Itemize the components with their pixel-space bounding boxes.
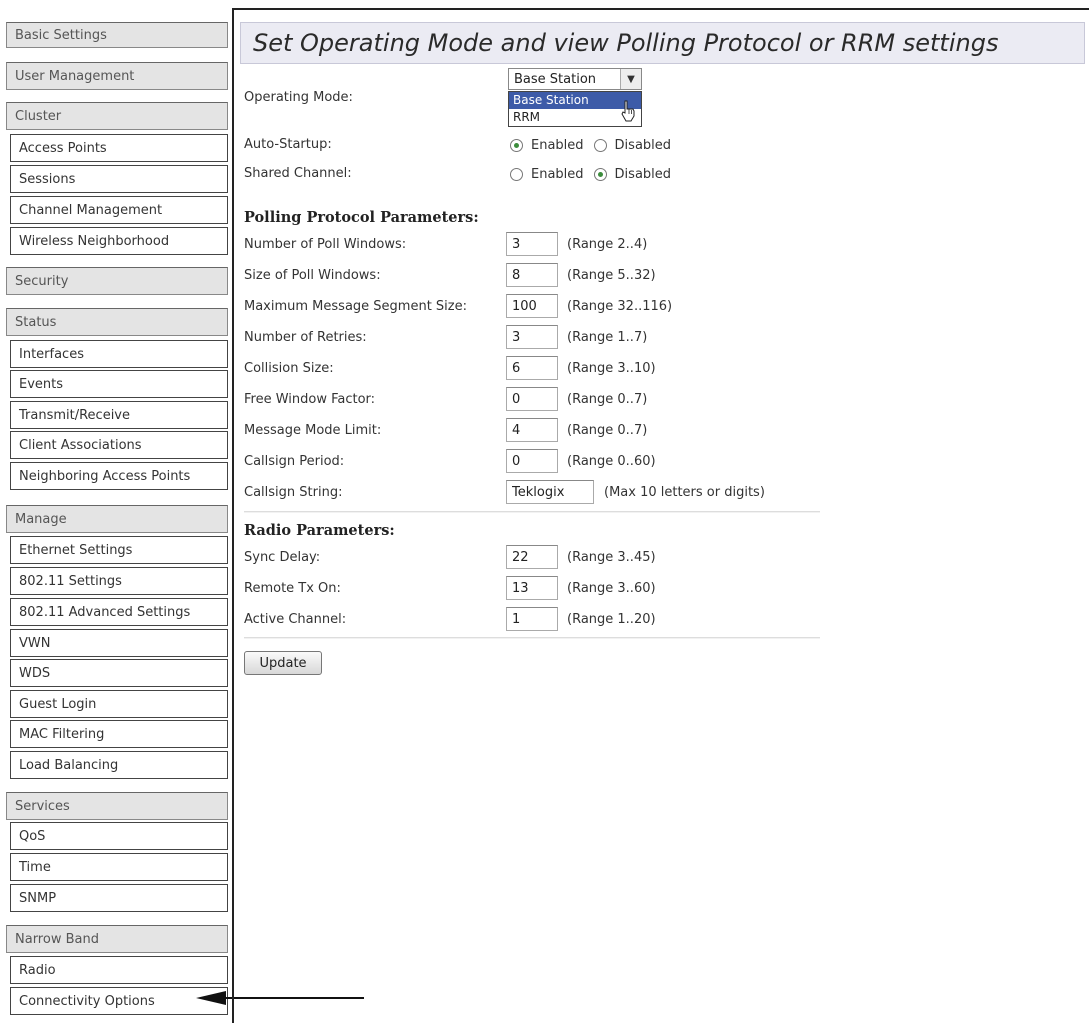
sidebar-item-security[interactable]: Security	[6, 267, 228, 295]
update-button[interactable]: Update	[244, 651, 322, 675]
range-hint: (Range 1..7)	[567, 330, 648, 345]
message-mode-limit-input[interactable]	[506, 418, 558, 442]
field-label: Message Mode Limit:	[244, 423, 382, 438]
field-label: Remote Tx On:	[244, 581, 341, 596]
shared-channel-enabled-radio[interactable]	[510, 168, 523, 181]
pointer-arrow-icon	[196, 990, 366, 1006]
range-hint: (Range 0..7)	[567, 423, 648, 438]
range-hint: (Range 3..10)	[567, 361, 656, 376]
range-hint: (Range 3..60)	[567, 581, 656, 596]
sidebar-item-transmit-receive[interactable]: Transmit/Receive	[10, 401, 228, 429]
shared-channel-label: Shared Channel:	[244, 166, 352, 181]
sidebar-item-mac-filtering[interactable]: MAC Filtering	[10, 720, 228, 748]
collision-size-input[interactable]	[506, 356, 558, 380]
operating-mode-value: Base Station	[514, 71, 597, 87]
field-label: Number of Poll Windows:	[244, 237, 407, 252]
range-hint: (Range 0..7)	[567, 392, 648, 407]
sidebar-item-client-associations[interactable]: Client Associations	[10, 431, 228, 459]
sidebar-item-radio[interactable]: Radio	[10, 956, 228, 984]
range-hint: (Range 2..4)	[567, 237, 648, 252]
sidebar-item-80211-advanced-settings[interactable]: 802.11 Advanced Settings	[10, 598, 228, 626]
range-hint: (Range 3..45)	[567, 550, 656, 565]
sidebar-nav	[0, 0, 232, 1023]
shared-channel-enabled-label: Enabled	[531, 167, 584, 182]
remote-tx-on-input[interactable]	[506, 576, 558, 600]
field-label: Sync Delay:	[244, 550, 321, 565]
range-hint: (Range 1..20)	[567, 612, 656, 627]
field-label: Active Channel:	[244, 612, 347, 627]
sidebar-item-interfaces[interactable]: Interfaces	[10, 340, 228, 368]
sidebar-item-events[interactable]: Events	[10, 370, 228, 398]
max-segment-size-input[interactable]	[506, 294, 558, 318]
sidebar-item-wds[interactable]: WDS	[10, 659, 228, 687]
polling-section-heading: Polling Protocol Parameters:	[244, 209, 479, 226]
sidebar-item-narrow-band[interactable]: Narrow Band	[6, 925, 228, 953]
sidebar-item-snmp[interactable]: SNMP	[10, 884, 228, 912]
auto-startup-enabled-radio[interactable]	[510, 139, 523, 152]
option-base-station[interactable]: Base Station	[509, 92, 641, 109]
operating-mode-select[interactable]	[508, 68, 642, 90]
range-hint: (Range 0..60)	[567, 454, 656, 469]
sidebar-item-user-management[interactable]: User Management	[6, 62, 228, 90]
field-label: Free Window Factor:	[244, 392, 376, 407]
sync-delay-input[interactable]	[506, 545, 558, 569]
mouse-cursor-icon	[620, 100, 636, 122]
operating-mode-label: Operating Mode:	[244, 90, 353, 105]
sidebar-item-services[interactable]: Services	[6, 792, 228, 820]
field-label: Size of Poll Windows:	[244, 268, 381, 283]
poll-window-size-input[interactable]	[506, 263, 558, 287]
auto-startup-disabled-radio[interactable]	[594, 139, 607, 152]
sidebar-item-vwn[interactable]: VWN	[10, 629, 228, 657]
sidebar-item-guest-login[interactable]: Guest Login	[10, 690, 228, 718]
shared-channel-disabled-radio[interactable]	[594, 168, 607, 181]
sidebar-item-load-balancing[interactable]: Load Balancing	[10, 751, 228, 779]
field-label: Callsign Period:	[244, 454, 345, 469]
callsign-period-input[interactable]	[506, 449, 558, 473]
page-title: Set Operating Mode and view Polling Protocol or RRM settings	[240, 22, 1085, 64]
divider	[244, 637, 820, 639]
sidebar-item-basic-settings[interactable]: Basic Settings	[6, 22, 228, 48]
shared-channel-radio-group	[510, 167, 681, 182]
sidebar-item-ethernet-settings[interactable]: Ethernet Settings	[10, 536, 228, 564]
auto-startup-radio-group	[510, 138, 681, 153]
range-hint: (Range 32..116)	[567, 299, 673, 314]
sidebar-item-manage[interactable]: Manage	[6, 505, 228, 533]
option-rrm[interactable]: RRM	[513, 110, 541, 124]
sidebar-item-80211-settings[interactable]: 802.11 Settings	[10, 567, 228, 595]
sidebar-item-sessions[interactable]: Sessions	[10, 165, 228, 193]
sidebar-item-neighboring-access-points[interactable]: Neighboring Access Points	[10, 462, 228, 490]
auto-startup-disabled-label: Disabled	[614, 138, 672, 153]
poll-windows-count-input[interactable]	[506, 232, 558, 256]
field-label: Callsign String:	[244, 485, 343, 500]
callsign-string-input[interactable]	[506, 480, 594, 504]
divider	[244, 511, 820, 513]
range-hint: (Max 10 letters or digits)	[604, 485, 765, 500]
shared-channel-disabled-label: Disabled	[614, 167, 672, 182]
sidebar-item-channel-management[interactable]: Channel Management	[10, 196, 228, 224]
content-frame-left-border	[232, 8, 234, 1023]
field-label: Number of Retries:	[244, 330, 367, 345]
chevron-down-icon[interactable]: ▼	[620, 69, 641, 89]
sidebar-item-connectivity-options[interactable]: Connectivity Options	[10, 987, 228, 1015]
field-label: Collision Size:	[244, 361, 334, 376]
sidebar-item-cluster[interactable]: Cluster	[6, 102, 228, 130]
sidebar-item-wireless-neighborhood[interactable]: Wireless Neighborhood	[10, 227, 228, 255]
sidebar-item-access-points[interactable]: Access Points	[10, 134, 228, 162]
content-frame-top-border	[232, 8, 1089, 10]
sidebar-item-status[interactable]: Status	[6, 308, 228, 336]
sidebar-item-qos[interactable]: QoS	[10, 822, 228, 850]
auto-startup-enabled-label: Enabled	[531, 138, 584, 153]
field-label: Maximum Message Segment Size:	[244, 299, 467, 314]
retries-input[interactable]	[506, 325, 558, 349]
free-window-factor-input[interactable]	[506, 387, 558, 411]
radio-section-heading: Radio Parameters:	[244, 522, 395, 539]
sidebar-item-time[interactable]: Time	[10, 853, 228, 881]
range-hint: (Range 5..32)	[567, 268, 656, 283]
auto-startup-label: Auto-Startup:	[244, 137, 332, 152]
active-channel-input[interactable]	[506, 607, 558, 631]
